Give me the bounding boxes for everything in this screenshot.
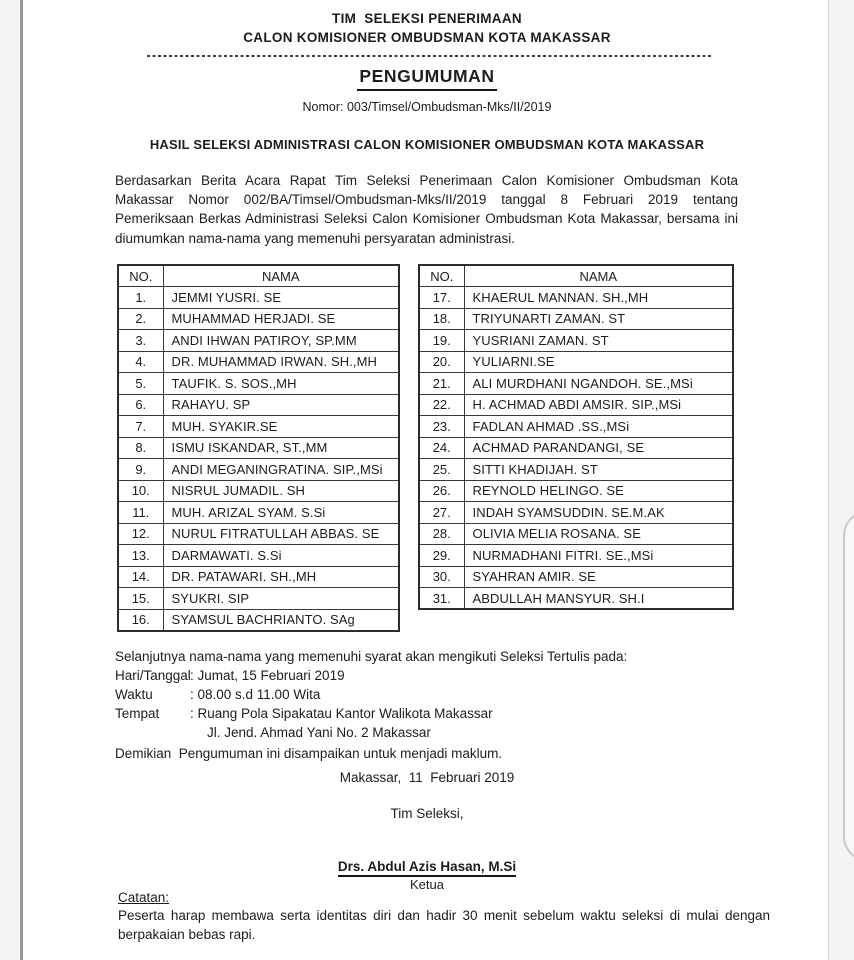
letterhead-line2: CALON KOMISIONER OMBUDSMAN KOTA MAKASSAR bbox=[243, 30, 611, 45]
row-name: SYUKRI. SIP bbox=[163, 588, 399, 610]
row-name: DARMAWATI. S.Si bbox=[163, 545, 399, 567]
table-row bbox=[419, 588, 733, 610]
schedule-row-day bbox=[115, 666, 775, 685]
table-row bbox=[118, 351, 399, 373]
row-name: YUSRIANI ZAMAN. ST bbox=[464, 330, 733, 352]
row-number: 13. bbox=[118, 545, 163, 567]
signature-name: Drs. Abdul Azis Hasan, M.Si bbox=[338, 859, 516, 877]
table-row bbox=[419, 566, 733, 588]
applicant-table-right bbox=[418, 264, 734, 610]
row-name: FADLAN AHMAD .SS.,MSi bbox=[464, 416, 733, 438]
table-row bbox=[118, 416, 399, 438]
table-header-row bbox=[419, 265, 733, 287]
table-row bbox=[118, 566, 399, 588]
row-name: TRIYUNARTI ZAMAN. ST bbox=[464, 308, 733, 330]
table-header-row bbox=[118, 265, 399, 287]
row-name: NURMADHANI FITRI. SE.,MSi bbox=[464, 545, 733, 567]
row-number: 25. bbox=[419, 459, 464, 481]
table-row bbox=[118, 609, 399, 631]
table-row bbox=[118, 545, 399, 567]
photo-left-edge-line bbox=[20, 0, 23, 960]
table-row bbox=[118, 502, 399, 524]
schedule-value: : Ruang Pola Sipakatau Kantor Walikota Makassar bbox=[190, 706, 493, 722]
row-number: 9. bbox=[118, 459, 163, 481]
title-row bbox=[26, 66, 828, 91]
row-number: 24. bbox=[419, 437, 464, 459]
row-name: H. ACHMAD ABDI AMSIR. SIP.,MSi bbox=[464, 394, 733, 416]
row-number: 16. bbox=[118, 609, 163, 631]
row-name: MUH. ARIZAL SYAM. S.Si bbox=[163, 502, 399, 524]
row-number: 8. bbox=[118, 437, 163, 459]
row-name: DR. PATAWARI. SH.,MH bbox=[163, 566, 399, 588]
page-title: PENGUMUMAN bbox=[357, 66, 496, 91]
table-row bbox=[118, 588, 399, 610]
row-number: 15. bbox=[118, 588, 163, 610]
table-row bbox=[419, 502, 733, 524]
signature-team: Tim Seleksi, bbox=[390, 806, 464, 821]
table-row bbox=[419, 394, 733, 416]
table-row bbox=[419, 459, 733, 481]
row-number: 20. bbox=[419, 351, 464, 373]
next-step-section bbox=[115, 647, 775, 764]
document-page bbox=[26, 0, 828, 960]
intro-paragraph: Berdasarkan Berita Acara Rapat Tim Seleksi Penerimaan Calon Komisioner Ombudsman Kota Makassar Nomor 002/BA/Timsel/Ombudsman-Mks/II/2019 tanggal 8 Februari 2019 tentang Pemeriksaan Berkas Administrasi Seleksi Calon Komisioner Ombudsman Kota Makassar, bersama ini diumumkan nama-nama yang memenuhi persyaratan administrasi. bbox=[115, 173, 738, 246]
row-number: 21. bbox=[419, 373, 464, 395]
row-number: 10. bbox=[118, 480, 163, 502]
next-step-lead: Selanjutnya nama-nama yang memenuhi syarat akan mengikuti Seleksi Tertulis pada: bbox=[115, 649, 628, 664]
table-row bbox=[118, 523, 399, 545]
row-name: SITTI KHADIJAH. ST bbox=[464, 459, 733, 481]
schedule-value: : 08.00 s.d 11.00 Wita bbox=[190, 687, 321, 703]
col-nama-header: NAMA bbox=[163, 265, 399, 287]
signature-role: Ketua bbox=[410, 877, 444, 892]
row-name: DR. MUHAMMAD IRWAN. SH.,MH bbox=[163, 351, 399, 373]
table-row bbox=[118, 480, 399, 502]
row-name: OLIVIA MELIA ROSANA. SE bbox=[464, 523, 733, 545]
row-name: ISMU ISKANDAR, ST.,MM bbox=[163, 437, 399, 459]
row-name: ANDI MEGANINGRATINA. SIP.,MSi bbox=[163, 459, 399, 481]
row-name: INDAH SYAMSUDDIN. SE.M.AK bbox=[464, 502, 733, 524]
row-number: 4. bbox=[118, 351, 163, 373]
row-name: SYAHRAN AMIR. SE bbox=[464, 566, 733, 588]
photo-left-margin bbox=[0, 0, 19, 960]
col-no-header: NO. bbox=[118, 265, 163, 287]
table-row bbox=[419, 416, 733, 438]
row-name: ANDI IHWAN PATIROY, SP.MM bbox=[163, 330, 399, 352]
table-row bbox=[419, 373, 733, 395]
signature-name-row bbox=[26, 858, 828, 877]
col-no-header: NO. bbox=[419, 265, 464, 287]
side-panel-fragment bbox=[843, 510, 854, 862]
row-name: TAUFIK. S. SOS.,MH bbox=[163, 373, 399, 395]
row-number: 3. bbox=[118, 330, 163, 352]
row-number: 12. bbox=[118, 523, 163, 545]
table-row bbox=[118, 459, 399, 481]
table-row bbox=[419, 351, 733, 373]
closing-sentence: Demikian Pengumuman ini disampaikan untuk menjadi maklum. bbox=[115, 746, 503, 762]
row-number: 22. bbox=[419, 394, 464, 416]
table-row bbox=[419, 545, 733, 567]
row-number: 19. bbox=[419, 330, 464, 352]
schedule-value: : Jumat, 15 Februari 2019 bbox=[190, 668, 345, 684]
schedule-row-time bbox=[115, 685, 775, 704]
table-row bbox=[118, 437, 399, 459]
row-number: 11. bbox=[118, 502, 163, 524]
note-heading: Catatan: bbox=[118, 890, 170, 905]
table-row bbox=[419, 437, 733, 459]
row-name: KHAERUL MANNAN. SH.,MH bbox=[464, 287, 733, 309]
row-number: 26. bbox=[419, 480, 464, 502]
signature-place-date: Makassar, 11 Februari 2019 bbox=[339, 770, 515, 785]
row-number: 17. bbox=[419, 287, 464, 309]
table-row bbox=[419, 287, 733, 309]
schedule-label: Waktu bbox=[115, 687, 153, 703]
row-name: MUHAMMAD HERJADI. SE bbox=[163, 308, 399, 330]
row-number: 18. bbox=[419, 308, 464, 330]
row-name: ACHMAD PARANDANGI, SE bbox=[464, 437, 733, 459]
row-number: 28. bbox=[419, 523, 464, 545]
table-row bbox=[419, 330, 733, 352]
row-name: ABDULLAH MANSYUR. SH.I bbox=[464, 588, 733, 610]
row-name: RAHAYU. SP bbox=[163, 394, 399, 416]
table-row bbox=[419, 480, 733, 502]
row-number: 14. bbox=[118, 566, 163, 588]
schedule-label: Hari/Tanggal bbox=[115, 668, 191, 684]
applicant-table-left bbox=[117, 264, 400, 632]
row-name: ALI MURDHANI NGANDOH. SE.,MSi bbox=[464, 373, 733, 395]
schedule-row-place bbox=[115, 704, 775, 723]
subject-heading: HASIL SELEKSI ADMINISTRASI CALON KOMISIONER OMBUDSMAN KOTA MAKASSAR bbox=[149, 137, 705, 152]
row-name: JEMMI YUSRI. SE bbox=[163, 287, 399, 309]
row-name: YULIARNI.SE bbox=[464, 351, 733, 373]
col-nama-header: NAMA bbox=[464, 265, 733, 287]
row-number: 31. bbox=[419, 588, 464, 610]
note-body: Peserta harap membawa serta identitas diri dan hadir 30 menit sebelum waktu seleksi di mulai dengan berpakaian bebas rapi. bbox=[118, 908, 770, 942]
row-number: 23. bbox=[419, 416, 464, 438]
row-number: 2. bbox=[118, 308, 163, 330]
table-row bbox=[419, 308, 733, 330]
row-number: 6. bbox=[118, 394, 163, 416]
row-number: 7. bbox=[118, 416, 163, 438]
row-number: 30. bbox=[419, 566, 464, 588]
row-name: NISRUL JUMADIL. SH bbox=[163, 480, 399, 502]
row-name: REYNOLD HELINGO. SE bbox=[464, 480, 733, 502]
row-number: 29. bbox=[419, 545, 464, 567]
note-section bbox=[118, 890, 770, 944]
table-row bbox=[118, 287, 399, 309]
letterhead-divider bbox=[147, 55, 713, 57]
table-row bbox=[419, 523, 733, 545]
row-number: 27. bbox=[419, 502, 464, 524]
row-name: NURUL FITRATULLAH ABBAS. SE bbox=[163, 523, 399, 545]
table-row bbox=[118, 394, 399, 416]
table-row bbox=[118, 330, 399, 352]
row-name: SYAMSUL BACHRIANTO. SAg bbox=[163, 609, 399, 631]
row-name: MUH. SYAKIR.SE bbox=[163, 416, 399, 438]
table-row bbox=[118, 308, 399, 330]
schedule-place-line2: Jl. Jend. Ahmad Yani No. 2 Makassar bbox=[207, 725, 431, 741]
row-number: 5. bbox=[118, 373, 163, 395]
schedule-label: Tempat bbox=[115, 706, 160, 722]
table-row bbox=[118, 373, 399, 395]
letterhead-line1: TIM SELEKSI PENERIMAAN bbox=[332, 11, 522, 26]
document-number: Nomor: 003/Timsel/Ombudsman-Mks/II/2019 bbox=[302, 100, 552, 114]
row-number: 1. bbox=[118, 287, 163, 309]
